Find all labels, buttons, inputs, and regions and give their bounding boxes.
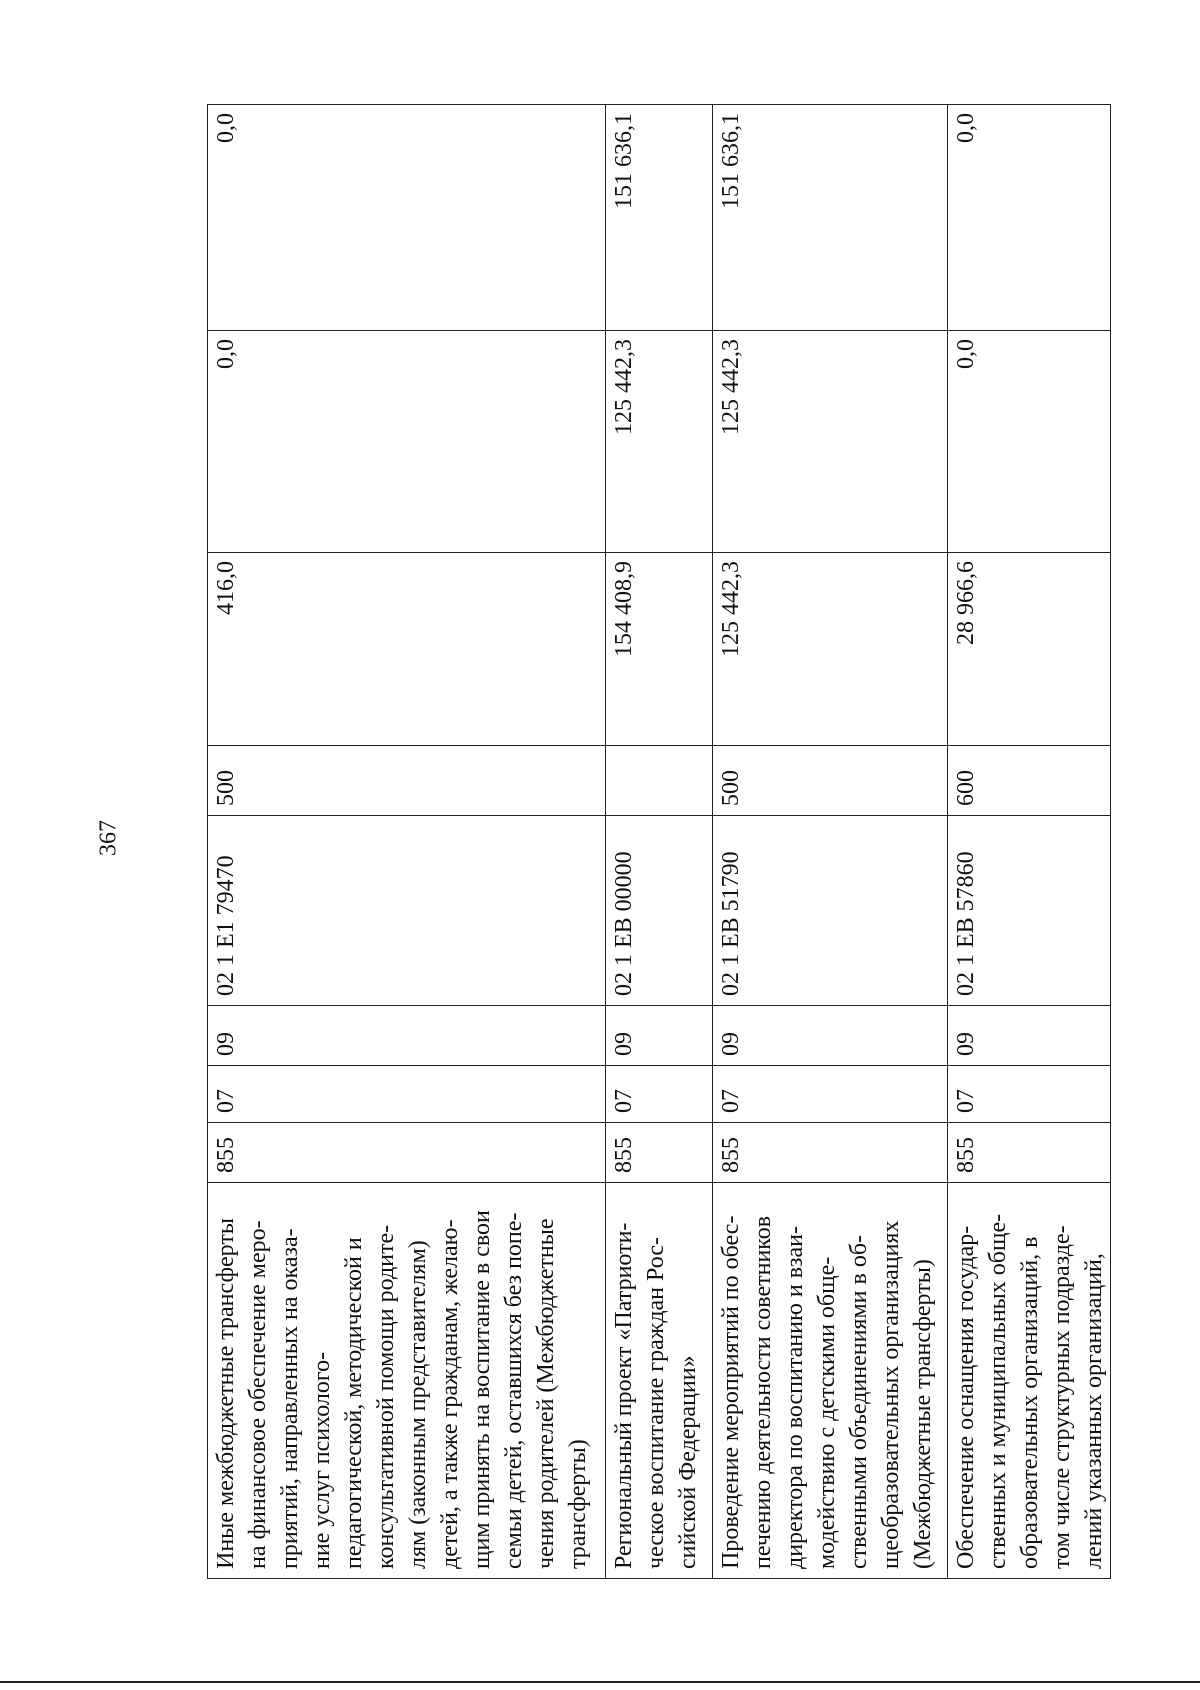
name-line: печению деятельности советников (750, 1215, 776, 1569)
name-line: Проведение мероприятий по обес- (718, 1215, 744, 1569)
name-line: ческое воспитание граждан Рос- (643, 1236, 669, 1569)
page-edge-line (0, 1681, 1200, 1683)
subsection-cell: 09 (948, 1006, 1111, 1066)
name-line: щеобразовательных организациях (878, 1220, 904, 1569)
grbs-cell: 855 (713, 1123, 948, 1183)
name-line: Обеспечение оснащения государ- (953, 1225, 979, 1569)
name-line: щим принять на воспитание в свои (469, 1210, 495, 1569)
name-line: сийской Федерации» (675, 1355, 701, 1569)
section-cell: 07 (948, 1066, 1111, 1123)
amount-cell-2: 125 442,3 (713, 331, 948, 553)
amount-cell-1: 125 442,3 (713, 553, 948, 746)
name-line: чения родителей (Межбюджетные (533, 1218, 559, 1569)
section-cell: 07 (713, 1066, 948, 1123)
name-line: приятий, направленных на оказа- (277, 1228, 303, 1569)
name-line: педагогической, методической и (341, 1237, 367, 1569)
name-line: директора по воспитанию и взаи- (782, 1225, 808, 1569)
amount-cell-1: 28 966,6 (948, 553, 1111, 746)
amount-cell-1: 154 408,9 (606, 553, 713, 746)
target-article-cell: 02 1 EB 51790 (713, 816, 948, 1006)
expense-type-cell (606, 746, 713, 816)
table-row (606, 105, 713, 1579)
name-line: на финансовое обеспечение меро- (245, 1220, 271, 1569)
table-row (713, 105, 948, 1579)
target-article-cell: 02 1 EB 00000 (606, 816, 713, 1006)
name-line: ние услуг психолого- (309, 1351, 335, 1569)
page-number: 367 (95, 820, 122, 856)
name-line: консультативной помощи родите- (373, 1224, 399, 1569)
grbs-cell: 855 (606, 1123, 713, 1183)
budget-table (207, 104, 1111, 1579)
name-line: том числе структурных подразде- (1049, 1225, 1075, 1569)
rotated-table-container (207, 105, 1106, 1579)
name-line: ственных и муниципальных обще- (985, 1213, 1011, 1569)
name-line: семьи детей, оставшихся без попе- (501, 1212, 527, 1569)
amount-cell-3: 0,0 (948, 105, 1111, 331)
grbs-cell: 855 (208, 1123, 606, 1183)
name-line: трансферты) (565, 1439, 591, 1569)
row-name-cell (713, 1183, 948, 1579)
name-line: детей, а также гражданам, желаю- (437, 1219, 463, 1569)
expense-type-cell: 600 (948, 746, 1111, 816)
amount-cell-2: 125 442,3 (606, 331, 713, 553)
name-line: модействию с детскими обще- (814, 1256, 840, 1569)
name-line: образовательных организаций, в (1017, 1236, 1043, 1569)
name-line: Иные межбюджетные трансферты (213, 1218, 239, 1569)
expense-type-cell: 500 (208, 746, 606, 816)
target-article-cell: 02 1 E1 79470 (208, 816, 606, 1006)
amount-cell-2: 0,0 (208, 331, 606, 553)
grbs-cell: 855 (948, 1123, 1111, 1183)
name-line: ственными объединениями в об- (846, 1234, 872, 1569)
subsection-cell: 09 (713, 1006, 948, 1066)
amount-cell-1: 416,0 (208, 553, 606, 746)
amount-cell-2: 0,0 (948, 331, 1111, 553)
name-line: (Межбюджетные трансферты) (910, 1259, 936, 1569)
section-cell: 07 (606, 1066, 713, 1123)
subsection-cell: 09 (208, 1006, 606, 1066)
row-name-cell (606, 1183, 713, 1579)
row-name-cell (208, 1183, 606, 1579)
expense-type-cell: 500 (713, 746, 948, 816)
name-line: лений указанных организаций, (1081, 1253, 1107, 1569)
name-line: Региональный проект «Патриоти- (611, 1222, 637, 1569)
amount-cell-3: 151 636,1 (606, 105, 713, 331)
section-cell: 07 (208, 1066, 606, 1123)
name-line: лям (законным представителям) (405, 1240, 431, 1569)
row-name-cell (948, 1183, 1111, 1579)
amount-cell-3: 151 636,1 (713, 105, 948, 331)
amount-cell-3: 0,0 (208, 105, 606, 331)
table-row (208, 105, 606, 1579)
subsection-cell: 09 (606, 1006, 713, 1066)
table-row (948, 105, 1111, 1579)
target-article-cell: 02 1 EB 57860 (948, 816, 1111, 1006)
